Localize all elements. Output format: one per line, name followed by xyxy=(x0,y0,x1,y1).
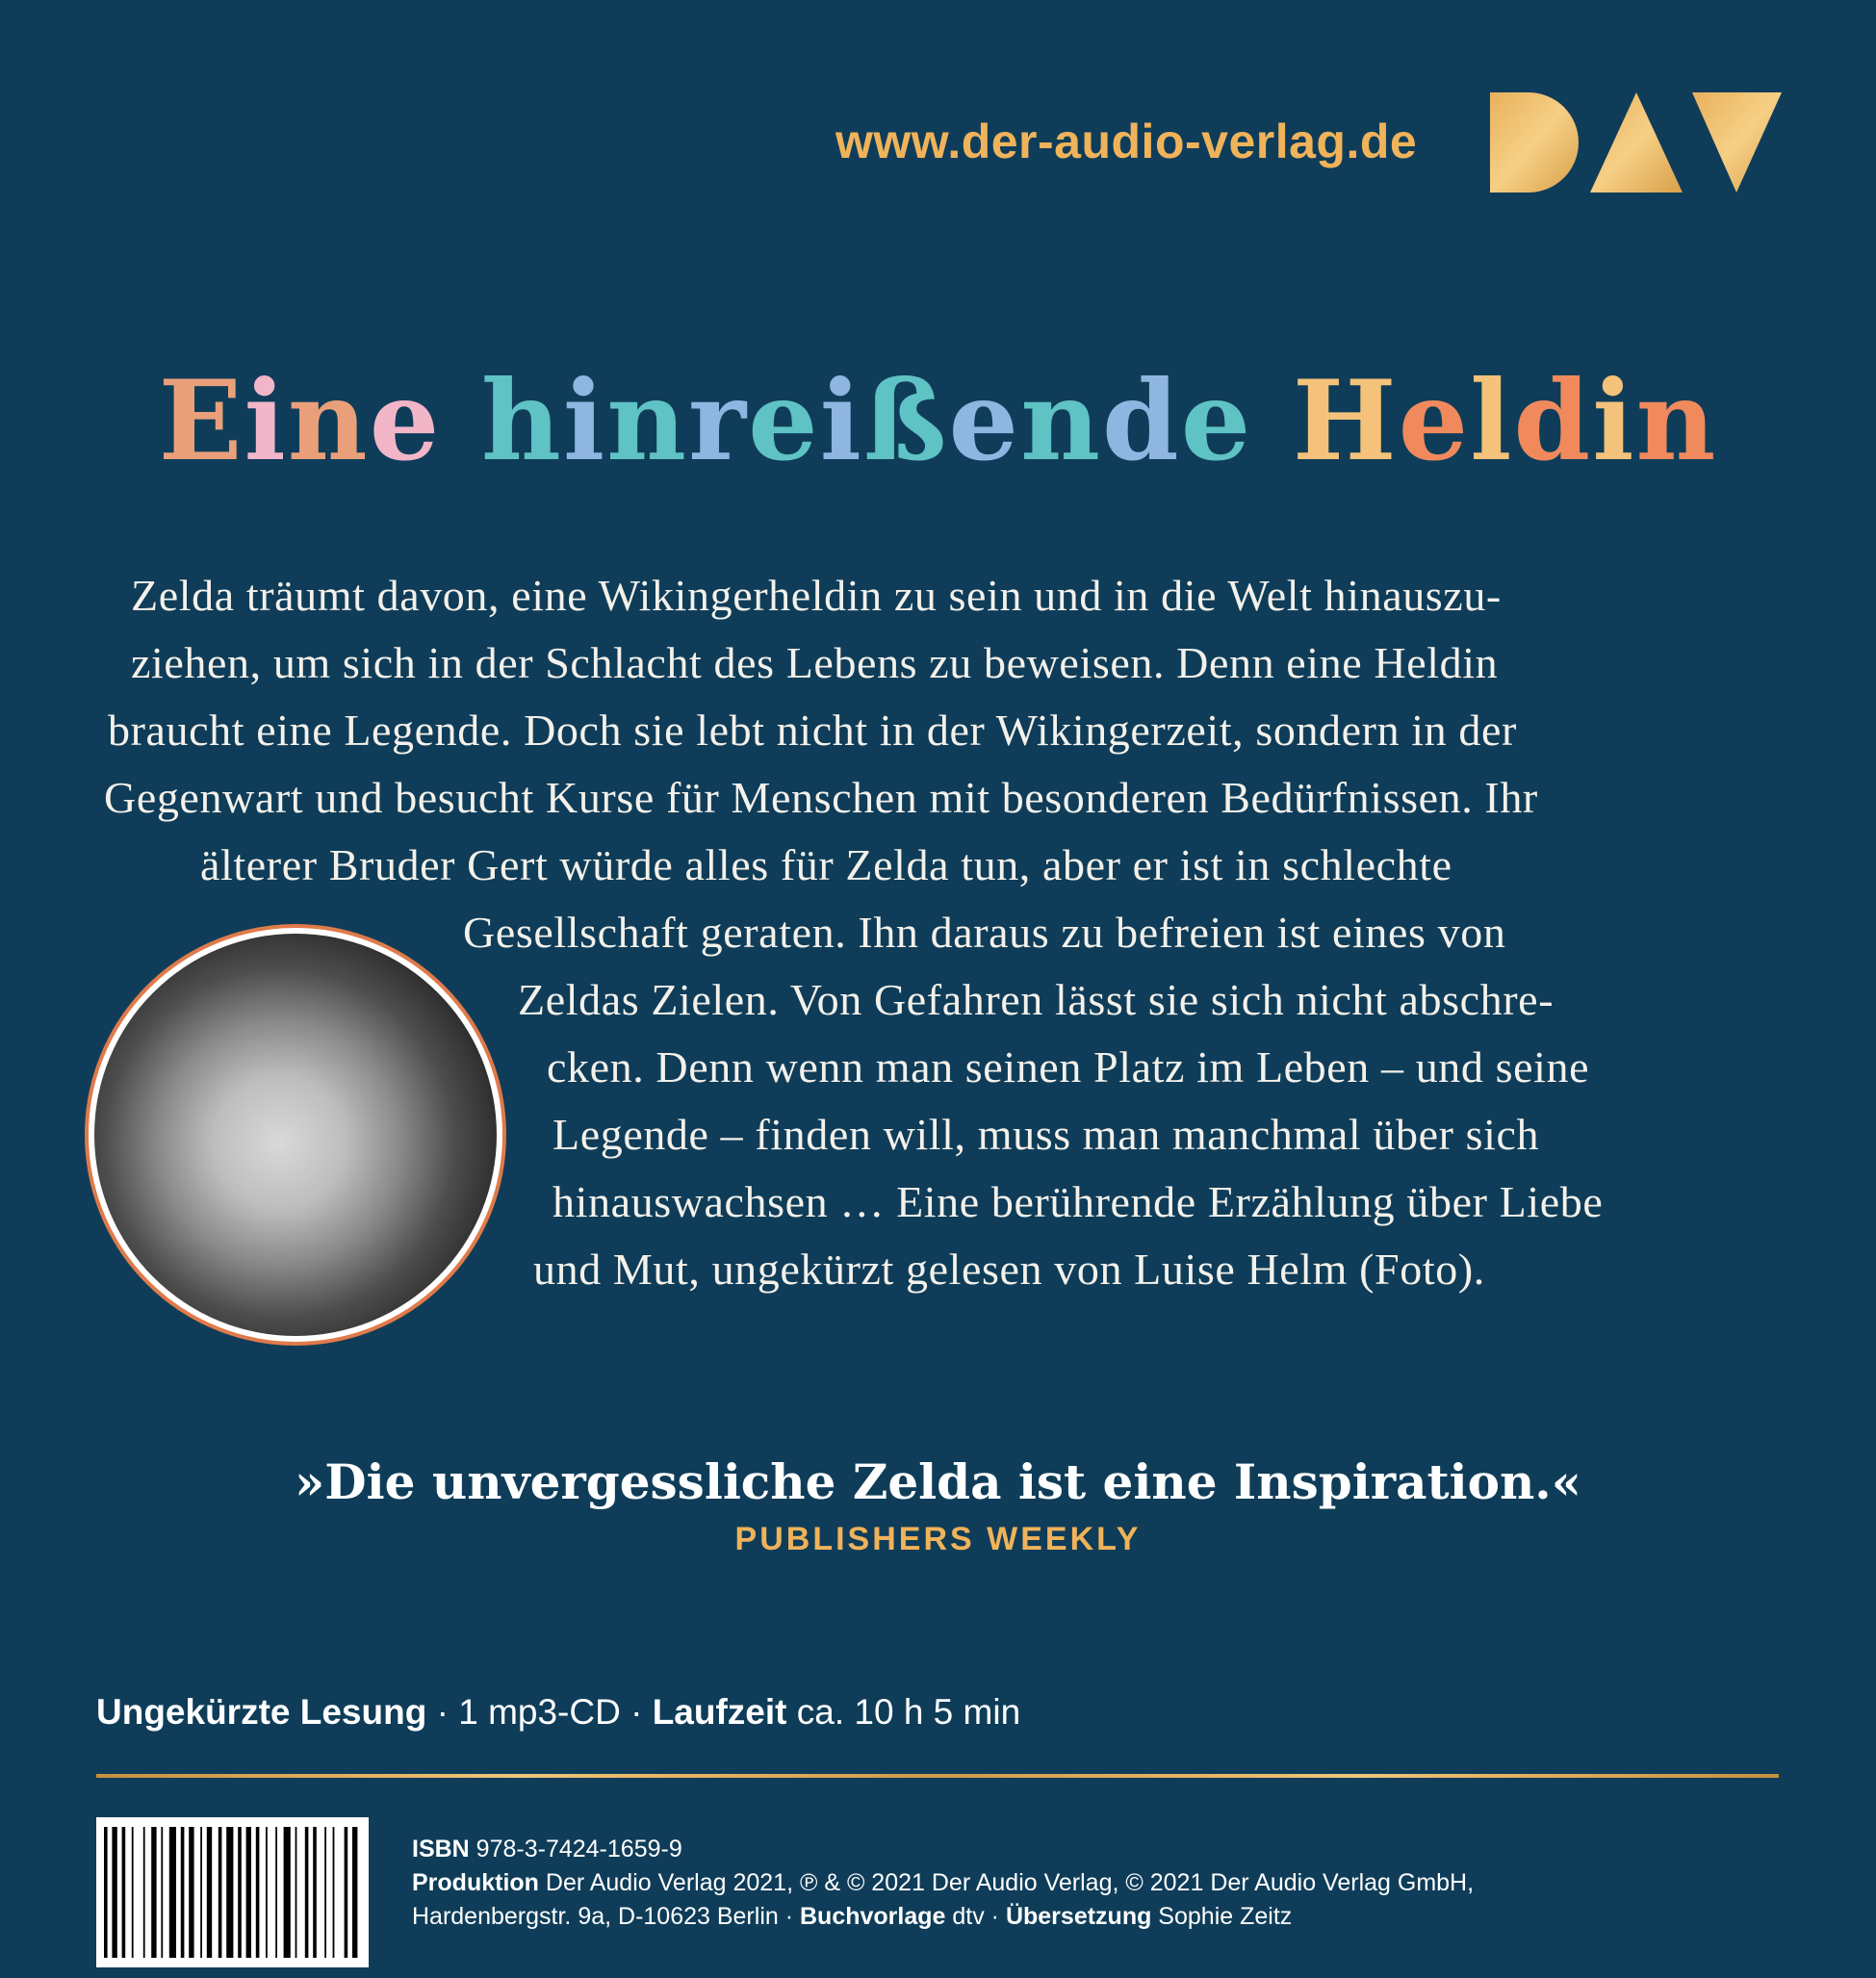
blurb-line: Gesellschaft geraten. Ihn daraus zu befreien ist eines von xyxy=(463,908,1506,957)
headline-letter: n xyxy=(606,356,689,485)
barcode-bar xyxy=(266,1827,268,1958)
format-label: Ungekürzte Lesung xyxy=(96,1692,427,1732)
barcode-bar xyxy=(169,1827,176,1958)
translation-label: Übersetzung xyxy=(1005,1903,1152,1930)
barcode-bar xyxy=(226,1827,233,1958)
blurb-line: ziehen, um sich in der Schlacht des Lebens zu beweisen. Denn eine Heldin xyxy=(131,638,1499,687)
publisher-url[interactable]: www.der-audio-verlag.de xyxy=(835,115,1418,168)
barcode xyxy=(96,1817,369,1967)
blurb-line: braucht eine Legende. Doch sie lebt nicht in der Wikingerzeit, sondern in der xyxy=(108,706,1517,755)
barcode-bar xyxy=(104,1827,108,1958)
isbn-value: 978-3-7424-1659-9 xyxy=(469,1836,682,1862)
product-info xyxy=(96,1692,1020,1733)
barcode-bar xyxy=(218,1827,222,1958)
headline-letter: ß xyxy=(862,356,949,485)
headline-letter: e xyxy=(1180,356,1253,485)
isbn-line xyxy=(412,1833,1474,1866)
divider xyxy=(96,1774,1779,1778)
barcode-bar xyxy=(352,1827,357,1958)
barcode-bar xyxy=(143,1827,145,1958)
headline-word-3 xyxy=(1293,356,1717,485)
barcode-bar xyxy=(189,1827,193,1958)
imprint xyxy=(412,1833,1474,1934)
headline-word-1 xyxy=(159,356,442,485)
blurb-line: Zelda träumt davon, eine Wikingerheldin zu sein und in die Welt hinauszu- xyxy=(131,571,1502,620)
barcode-bar xyxy=(207,1827,212,1958)
barcode-bar xyxy=(345,1827,348,1958)
review-source: PUBLISHERS WEEKLY xyxy=(734,1521,1142,1557)
headline-word-2 xyxy=(481,356,1252,485)
review-quote: »Die unvergessliche Zelda ist eine Inspiration.« xyxy=(295,1453,1581,1510)
barcode-bar xyxy=(324,1827,326,1958)
blurb-line: hinauswachsen … Eine berührende Erzählung über Liebe xyxy=(553,1177,1604,1226)
headline-letter: d xyxy=(1513,356,1593,485)
barcode-icon xyxy=(96,1817,369,1967)
headline-letter: i xyxy=(1592,356,1636,485)
production-label: Produktion xyxy=(412,1869,539,1896)
barcode-bar xyxy=(132,1827,134,1958)
headline-letter: n xyxy=(1020,356,1102,485)
barcode-bar xyxy=(296,1827,297,1958)
headline-letter: d xyxy=(1101,356,1181,485)
barcode-bar xyxy=(333,1827,335,1958)
barcode-bar xyxy=(275,1827,277,1958)
barcode-bar xyxy=(284,1827,291,1958)
blurb-line: Zeldas Zielen. Von Gefahren lässt sie sich nicht abschre- xyxy=(518,975,1555,1024)
narrator-portrait xyxy=(94,934,497,1336)
barcode-bar xyxy=(238,1827,242,1958)
headline-letter: r xyxy=(688,356,749,485)
blurb-line: cken. Denn wenn man seinen Platz im Leben – und seine xyxy=(547,1042,1590,1092)
headline-letter: h xyxy=(480,356,563,485)
address-line xyxy=(412,1900,1474,1934)
source-label: Buchvorlage xyxy=(800,1903,946,1930)
barcode-bar xyxy=(246,1827,251,1958)
barcode-bar xyxy=(256,1827,260,1958)
barcode-bar xyxy=(122,1827,126,1958)
dav-logo xyxy=(1490,92,1782,193)
runtime-value: ca. 10 h 5 min xyxy=(786,1692,1021,1732)
runtime-label: Laufzeit xyxy=(652,1692,787,1732)
barcode-bar xyxy=(161,1827,163,1958)
blurb-line: und Mut, ungekürzt gelesen von Luise Helm (Foto). xyxy=(533,1245,1485,1294)
headline-letter: e xyxy=(369,356,442,485)
barcode-bar xyxy=(181,1827,185,1958)
headline-letter: E xyxy=(158,356,244,485)
headline-letter: i xyxy=(244,356,288,485)
production-value: Der Audio Verlag 2021, ℗ & © 2021 Der Audio Verlag, © 2021 Der Audio Verlag GmbH, xyxy=(538,1869,1475,1896)
barcode-bar xyxy=(200,1827,202,1958)
isbn-label: ISBN xyxy=(412,1836,470,1862)
headline-letter: n xyxy=(1635,356,1718,485)
headline-letter: e xyxy=(748,356,820,485)
headline-letter: n xyxy=(287,356,370,485)
barcode-bar xyxy=(112,1827,116,1958)
translation-value: Sophie Zeitz xyxy=(1151,1903,1293,1930)
barcode-bar xyxy=(151,1827,156,1958)
barcode-bar xyxy=(313,1827,317,1958)
headline-letter: i xyxy=(819,356,863,485)
headline xyxy=(0,356,1876,485)
address: Hardenbergstr. 9a, D-10623 Berlin · xyxy=(412,1903,800,1930)
headline-letter: e xyxy=(1398,356,1471,485)
blurb-line: Legende – finden will, muss man manchmal über sich xyxy=(553,1110,1540,1159)
format-detail: · 1 mp3-CD · xyxy=(426,1692,653,1732)
source-value: dtv · xyxy=(945,1903,1006,1930)
narrator-photo xyxy=(85,924,506,1346)
headline-letter: e xyxy=(948,356,1021,485)
production-line xyxy=(412,1866,1474,1900)
barcode-bar xyxy=(305,1827,309,1958)
blurb-line: älterer Bruder Gert würde alles für Zelda tun, aber er ist in schlechte xyxy=(200,840,1452,889)
headline-letter: l xyxy=(1470,356,1514,485)
blurb-line: Gegenwart und besucht Kurse für Menschen mit besonderen Bedürfnissen. Ihr xyxy=(104,773,1538,822)
headline-letter: i xyxy=(562,356,607,485)
headline-letter: H xyxy=(1292,356,1399,485)
